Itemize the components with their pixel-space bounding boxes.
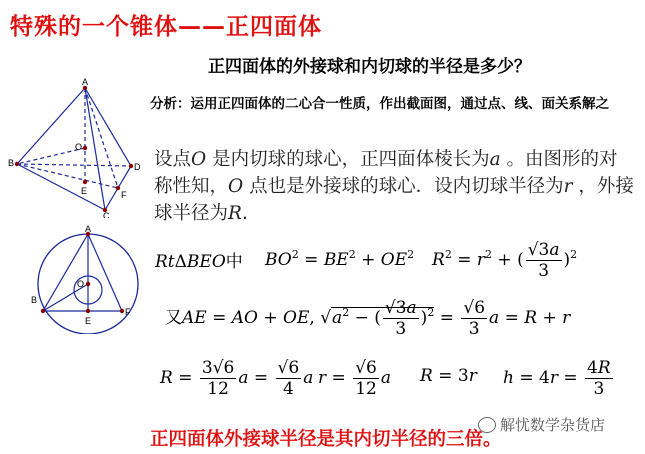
denominator: 12 (207, 379, 229, 399)
label-a: A (82, 78, 89, 87)
var-R: R (228, 203, 242, 224)
para-text-2: 是内切球的球心，正四面体棱长为 (212, 149, 490, 170)
label-a-2: A (85, 224, 92, 234)
denominator: 3 (593, 379, 605, 399)
label-e-2: E (85, 316, 92, 326)
sqrt3: √3 (384, 298, 407, 318)
label-o-2: O (77, 279, 85, 289)
label-b-2: B (31, 295, 38, 305)
var-r: r (563, 176, 573, 197)
para-text-4: 点也是外接球的球心．设内切球半径为 (249, 176, 564, 197)
denominator: 3 (395, 319, 407, 339)
label-o: O (75, 142, 83, 152)
label-f: F (121, 190, 127, 200)
var-a: a (489, 149, 501, 170)
explanation-paragraph (154, 146, 636, 227)
equation-h: h = 4r = $\frac{4R}{3}$ (503, 358, 611, 399)
question-text: 正四面体的外接球和内切球的半径是多少？ (208, 57, 531, 77)
sqrt6: √6 (277, 358, 300, 378)
equation-R-3r: R = 3r (420, 366, 477, 386)
para-text-5: ，外接球半径为 (154, 176, 634, 224)
label-d: D (134, 162, 141, 172)
analysis-text: 分析：运用正四面体的二心合一性质，作出截面图，通过点、线、面关系解之 (150, 96, 609, 112)
label-e: E (81, 186, 88, 196)
label-b: B (8, 158, 15, 168)
you-prefix: 又 (165, 308, 182, 328)
var-o: O (191, 149, 207, 170)
var-a: a (549, 240, 560, 260)
denominator: 3 (538, 261, 550, 281)
var-o-2: O (228, 176, 244, 197)
equation-r-squared: $R^2 = r^2$ + ( $\frac{√3a}{3}$ )$^2$ (432, 240, 578, 281)
equation-r-value: r = $\frac{√6}{12}$ a (318, 358, 391, 399)
page-title: 特殊的一个锥体——正四面体 (10, 14, 322, 40)
sqrt3: √3 (527, 240, 550, 260)
cross-section-figure (28, 224, 152, 334)
equation-ae: 又AE = AO + OE, $√a^2$ − ( $\frac{√3a}{3}$ )$^2$ = $\frac{√6}{3}$ a = R + r (165, 298, 571, 339)
para-text-6: . (241, 203, 248, 224)
sqrt6: √6 (463, 298, 486, 318)
equation-rt: RtΔBEO中 (155, 252, 243, 272)
para-text-3: 。由图形的对称性知， (154, 149, 618, 197)
denominator: 4 (282, 379, 294, 399)
equation-R-value: R = $\frac{3√6}{12}$ a = $\frac{√6}{4}$ a (160, 358, 314, 399)
tetrahedron-figure (5, 78, 145, 218)
watermark-text: 解忧数学杂货店 (500, 416, 606, 434)
conclusion-text: 正四面体外接球半径是其内切半径的三倍。 (150, 429, 502, 450)
para-text-1: 设点 (154, 149, 192, 170)
label-f-2: F (125, 307, 131, 317)
denominator: 12 (355, 379, 377, 399)
denominator: 3 (468, 319, 480, 339)
label-c: C (103, 211, 110, 218)
sqrt6: √6 (355, 358, 377, 378)
equation-pythagoras: $BO^2 = BE^2 + OE^2$ (265, 248, 415, 270)
